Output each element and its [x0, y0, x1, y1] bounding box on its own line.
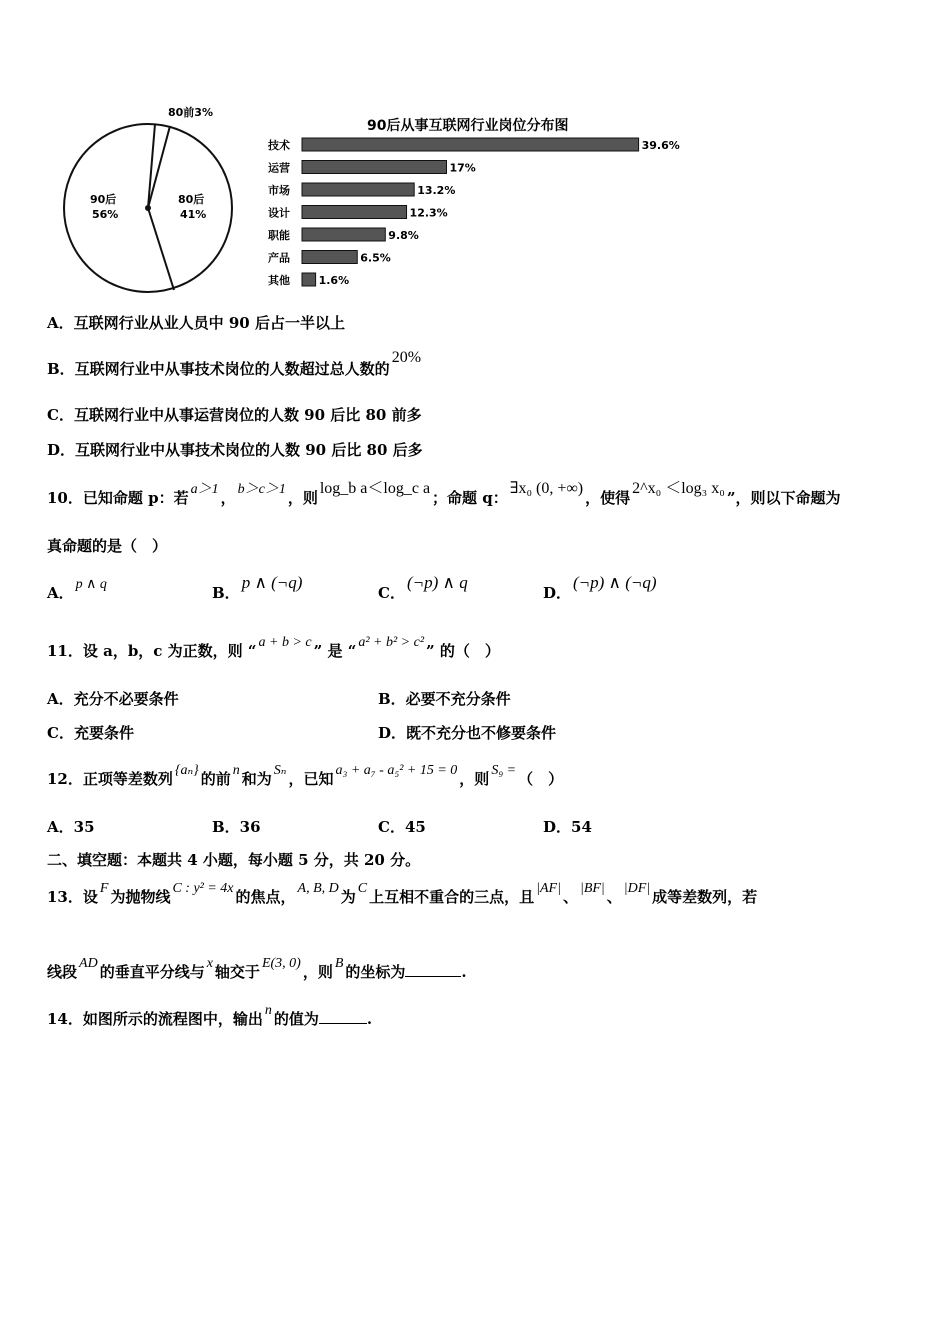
q12-math-4: a₃ + a₇ - a₅² + 15 = 0	[335, 763, 458, 778]
q13-math-5: |AF|	[536, 881, 561, 896]
q12-option-c: C．45	[378, 818, 426, 836]
q9-option-c: C．互联网行业中从事运营岗位的人数 90 后比 80 前多	[47, 406, 422, 424]
q13-l2-math-4: B	[334, 956, 344, 971]
q9-option-a: A．互联网行业从业人员中 90 后占一半以上	[47, 314, 345, 332]
q10-math-4: ∃x₀ (0, +∞)	[509, 480, 584, 497]
bar	[302, 183, 414, 196]
q13-text-2: 为抛物线	[110, 888, 171, 906]
q12-option-d: D．54	[543, 818, 592, 836]
q13-text-7: 、	[606, 888, 622, 906]
q12-text-2: 的前	[200, 770, 231, 788]
bar-category-label: 设计	[268, 206, 290, 220]
bar-category-label: 其他	[268, 274, 290, 287]
pie-slice-boundary	[148, 208, 174, 290]
q13-math-2: C : y² = 4x	[172, 881, 234, 896]
q9-option-d: D．互联网行业中从事技术岗位的人数 90 后比 80 后多	[47, 441, 423, 459]
bar-category-label: 产品	[268, 251, 290, 265]
q10-option-a-math: p ∧ q	[75, 577, 107, 592]
bar	[302, 251, 357, 264]
bar-chart	[262, 108, 702, 298]
q13-math-4: C	[357, 881, 368, 896]
q13-l2-text-5: 的坐标为	[345, 963, 406, 981]
bar-value-label: 17%	[449, 161, 476, 175]
q9-option-b	[47, 349, 423, 379]
q10-math-3: log_b a＜log_c a	[319, 480, 431, 497]
q13-stem-line2	[47, 956, 467, 982]
bar	[302, 138, 639, 151]
q10-text-6: ”，则以下命题为	[726, 489, 841, 507]
q10-option-d-label: D．	[543, 584, 572, 602]
q13-l2-text-2: 的垂直平分线与	[99, 963, 205, 981]
q10-text-1: 10．已知命题 p：若	[47, 489, 189, 507]
bar-chart-title: 90后从事互联网行业岗位分布图	[367, 118, 569, 134]
q10-stem-line2: 真命题的是（ ）	[47, 537, 168, 555]
q11-option-a: A．充分不必要条件	[47, 690, 179, 708]
q12-option-b: B．36	[212, 818, 261, 836]
q9-option-b-text: B．互联网行业中从事技术岗位的人数超过总人数的	[47, 360, 390, 378]
bar-category-label: 职能	[268, 229, 290, 242]
q10-option-a	[47, 577, 109, 603]
bar	[302, 161, 447, 174]
bar-category-label: 市场	[268, 184, 290, 197]
q10-text-3: ，则	[287, 489, 318, 507]
q14-text-1: 14．如图所示的流程图中，输出	[47, 1010, 263, 1028]
q13-l2-math-1: AD	[79, 956, 98, 971]
q10-math-2: b＞c＞1	[237, 482, 286, 497]
q13-answer-blank[interactable]	[405, 962, 461, 977]
q12-option-a: A．35	[47, 818, 95, 836]
pie-label-80: 80后	[178, 193, 205, 206]
q11-text-1: 11．设 a，b，c 为正数，则 “	[47, 642, 257, 660]
q13-stem	[47, 881, 758, 907]
q10-stem	[47, 480, 841, 508]
bar	[302, 206, 407, 219]
q12-math-2: n	[232, 763, 240, 778]
q10-option-c-label: C．	[378, 584, 405, 602]
pie-chart	[60, 100, 250, 300]
q10-option-c-math: (¬p) ∧ q	[406, 573, 468, 592]
q10-math-5: 2^x₀ ＜log₃ x₀	[632, 480, 725, 497]
q12-text-6: （ ）	[518, 770, 564, 788]
q11-option-d: D．既不充分也不修要条件	[378, 724, 557, 742]
q14-text-2: 的值为	[273, 1010, 319, 1028]
q13-text-5: 上互相不重合的三点，且	[369, 888, 535, 906]
q13-l2-text-4: ，则	[302, 963, 333, 981]
bar-value-label: 6.5%	[360, 251, 391, 265]
q13-l2-math-3: E(3, 0)	[261, 956, 301, 971]
q10-text-5: ，使得	[585, 489, 631, 507]
pie-center-dot	[145, 205, 151, 211]
q12-math-5: S₉ =	[491, 763, 517, 778]
pie-label-90: 90后	[90, 193, 117, 206]
q13-l2-text-6: .	[461, 963, 467, 981]
q12-stem	[47, 763, 564, 789]
q11-math-2: a² + b² > c²	[358, 635, 425, 650]
q14-answer-blank[interactable]	[319, 1009, 367, 1024]
q13-math-7: |DF|	[623, 881, 651, 896]
q13-text-6: 、	[562, 888, 578, 906]
q10-text-2: ，	[220, 489, 236, 507]
q12-text-3: 和为	[241, 770, 272, 788]
q11-option-c: C．充要条件	[47, 724, 134, 742]
q11-math-1: a + b > c	[258, 635, 312, 650]
bar	[302, 273, 316, 286]
q10-option-d	[543, 573, 659, 603]
pie-value-90: 56%	[92, 208, 119, 221]
q11-option-b: B．必要不充分条件	[378, 690, 511, 708]
q10-option-b-math: p ∧ (¬q)	[241, 573, 303, 592]
q10-option-a-label: A．	[47, 584, 74, 602]
bar-category-label: 技术	[268, 139, 290, 152]
q12-math-1: {aₙ}	[174, 763, 199, 778]
q13-math-3: A, B, D	[297, 881, 339, 896]
q10-option-b-label: B．	[212, 584, 240, 602]
q13-text-8: 成等差数列，若	[652, 888, 758, 906]
bar-value-label: 12.3%	[409, 206, 448, 220]
q10-math-1: a＞1	[190, 482, 219, 497]
q10-text-4: ；命题 q：	[432, 489, 508, 507]
q14-math-1: n	[264, 1003, 272, 1018]
q10-option-b	[212, 573, 304, 603]
q13-math-1: F	[99, 881, 109, 896]
q13-l2-text-3: 轴交于	[214, 963, 260, 981]
q13-math-6: |BF|	[579, 881, 605, 896]
q11-text-2: ” 是 “	[313, 642, 357, 660]
q9-option-b-math: 20%	[391, 349, 422, 366]
bar	[302, 228, 385, 241]
section-2-heading: 二、填空题：本题共 4 小题，每小题 5 分，共 20 分。	[47, 851, 421, 869]
q13-l2-math-2: x	[206, 956, 213, 971]
q13-text-4: 为	[340, 888, 356, 906]
bar-value-label: 13.2%	[417, 184, 456, 197]
q12-text-1: 12．正项等差数列	[47, 770, 173, 788]
bar-value-label: 39.6%	[641, 139, 680, 152]
q13-text-1: 13．设	[47, 888, 98, 906]
pie-value-80: 41%	[180, 208, 207, 221]
bar-category-label: 运营	[268, 161, 290, 175]
q11-text-3: ” 的（ ）	[426, 642, 500, 660]
q11-stem	[47, 635, 500, 661]
q12-text-5: ，则	[459, 770, 490, 788]
pie-label-80-before: 80前3%	[168, 106, 213, 119]
q12-math-3: Sₙ	[273, 763, 287, 778]
q13-text-3: 的焦点，	[235, 888, 296, 906]
q14-stem	[47, 1003, 373, 1029]
q14-text-3: .	[366, 1010, 373, 1028]
q12-text-4: ，已知	[288, 770, 334, 788]
bar-value-label: 1.6%	[318, 274, 350, 287]
bar-value-label: 9.8%	[388, 229, 419, 242]
q13-l2-text-1: 线段	[47, 963, 78, 981]
q10-option-d-math: (¬p) ∧ (¬q)	[573, 573, 657, 592]
q10-option-c	[378, 573, 470, 603]
